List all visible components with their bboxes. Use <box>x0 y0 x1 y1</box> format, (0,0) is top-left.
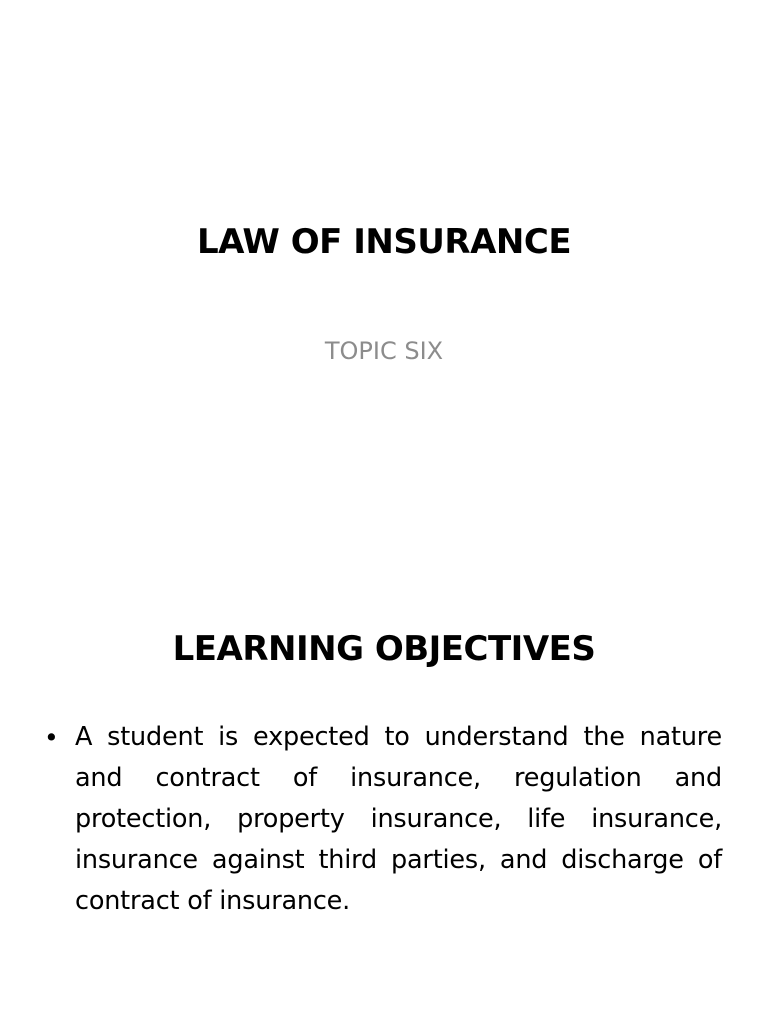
bullet-icon: • <box>44 723 59 752</box>
list-item-text: A student is expected to understand the nature and contract of insurance, regulation and protection, property insurance, life insurance, insurance against third parties, and discharge of contract of insurance. <box>75 722 722 916</box>
page-title: LAW OF INSURANCE <box>196 222 572 262</box>
slide-objectives <box>0 512 768 1024</box>
list-item <box>42 717 722 922</box>
bullet-list <box>42 717 722 922</box>
section-title: LEARNING OBJECTIVES <box>172 629 596 669</box>
page-subtitle: TOPIC SIX <box>324 337 444 365</box>
